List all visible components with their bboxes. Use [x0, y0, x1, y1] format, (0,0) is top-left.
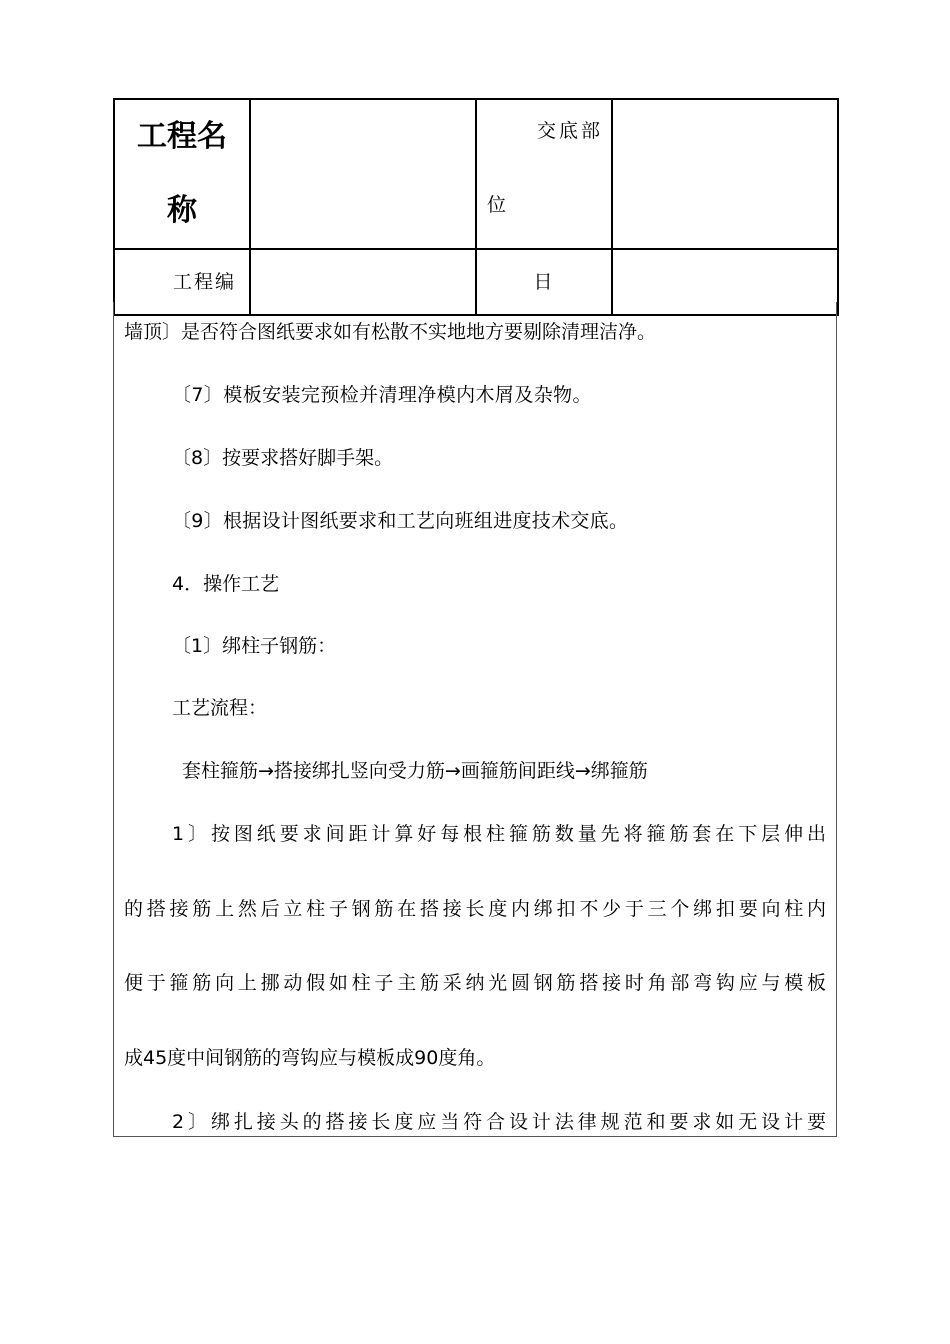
project-name-label: [114, 99, 250, 249]
project-name-label-line2: 称: [167, 193, 197, 228]
location-label-top: 交底部: [536, 120, 603, 142]
body-line: 套柱箍筋→搭接绑扎竖向受力筋→画箍筋间距线→绑箍筋: [182, 760, 648, 782]
date-label: 日: [476, 249, 612, 315]
location-label-bottom: 位: [487, 194, 507, 216]
body-line: 墙顶〕是否符合图纸要求如有松散不实地地方要剔除清理洁净。: [124, 321, 657, 343]
project-no-label: 工程编: [114, 249, 250, 315]
project-name-value[interactable]: [250, 99, 476, 249]
location-value[interactable]: [612, 99, 838, 249]
body-line: 2〕绑扎接头的搭接长度应当符合设计法律规范和要求如无设计要: [172, 1111, 826, 1133]
body-line: 〔1〕绑柱子钢筋：: [172, 635, 337, 657]
body-line: 的搭接筋上然后立柱子钢筋在搭接长度内绑扣不少于三个绑扣要向柱内: [124, 898, 826, 920]
body-content: [113, 302, 837, 1137]
project-name-label-line1: 工程名: [137, 119, 227, 154]
body-line: 〔7〕模板安装完预检并清理净模内木屑及杂物。: [172, 384, 592, 406]
body-line: 4．操作工艺: [172, 573, 280, 595]
body-line: 便于箍筋向上挪动假如柱子主筋采纳光圆钢筋搭接时角部弯钩应与模板: [124, 972, 826, 994]
body-line: 1〕按图纸要求间距计算好每根柱箍筋数量先将箍筋套在下层伸出: [172, 823, 826, 845]
body-line: 〔9〕根据设计图纸要求和工艺向班组进度技术交底。: [172, 510, 629, 532]
header-table: [113, 98, 839, 316]
body-line: 〔8〕按要求搭好脚手架。: [172, 447, 394, 469]
disclosure-sheet: [113, 98, 837, 1138]
location-label: [476, 99, 612, 249]
body-line: 成45度中间钢筋的弯钩应与模板成90度角。: [124, 1047, 496, 1069]
body-line: 工艺流程：: [172, 697, 268, 719]
